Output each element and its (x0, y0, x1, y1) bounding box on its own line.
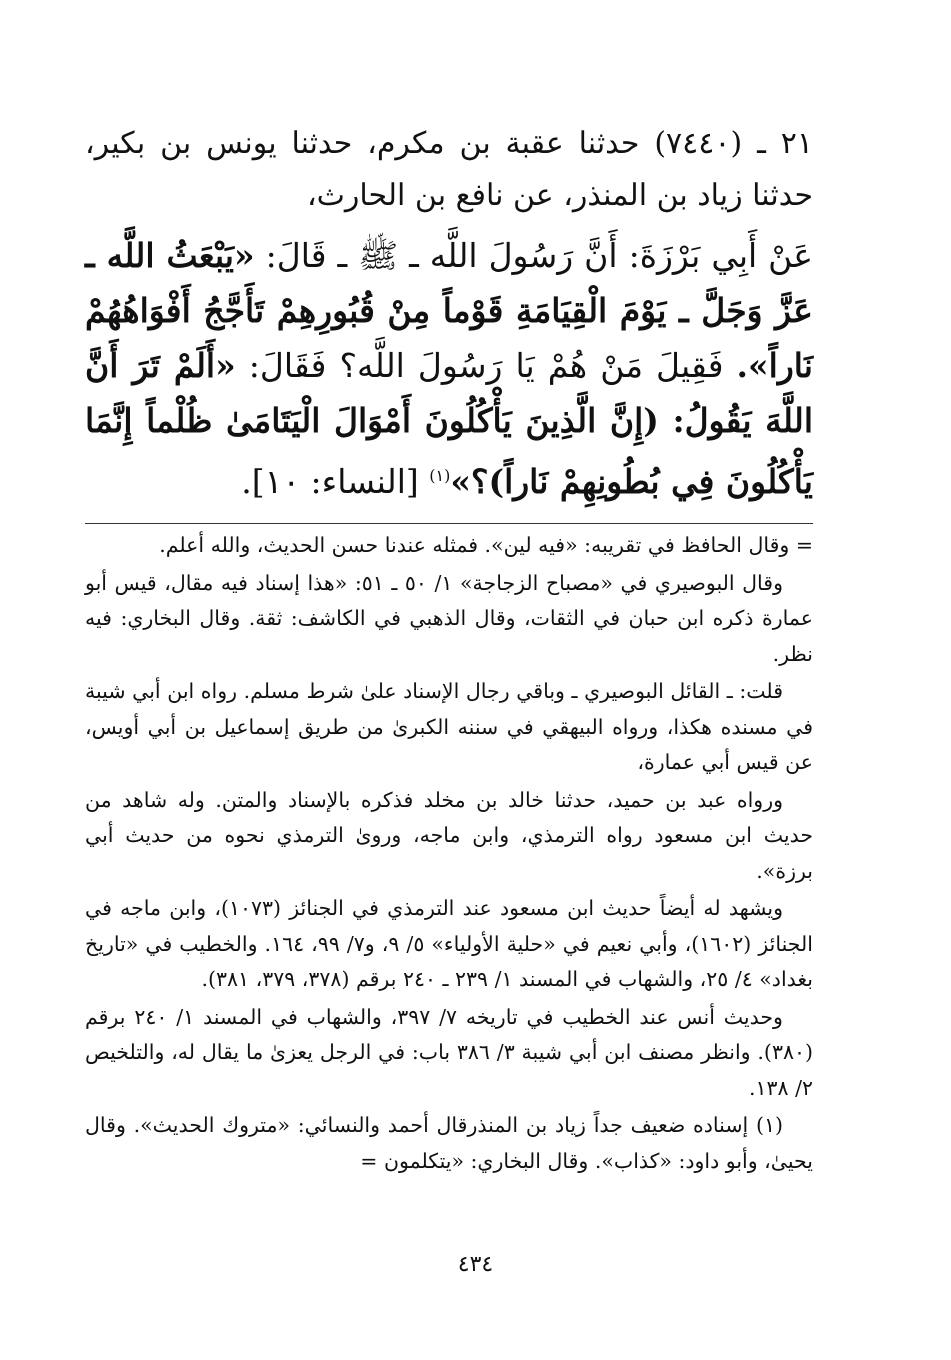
footnote-paragraph: وقال البوصيري في «مصباح الزجاجة» ١/ ٥٠ ـ ٥١: «هذا إسناد فيه مقال، قيس أبو عمارة ذكره ابن حبان في الثقات، وقال الذهبي في الكاشف: ثقة. وقال البخاري: فيه نظر. (85, 570, 813, 666)
footnote-reference: (١) (429, 466, 451, 485)
hadith-isnad: ٢١ ـ (٧٤٤٠) حدثنا عقبة بن مكرم، حدثنا يونس بن بكير، حدثنا زياد بن المنذر، عن نافع بن الحارث، (85, 126, 813, 213)
footnote-paragraph: قلت: ـ القائل البوصيري ـ وباقي رجال الإسناد علىٰ شرط مسلم. رواه ابن أبي شيبة في مسنده هكذا، ورواه البيهقي في سننه الكبرىٰ من طريق إسماعيل بن أبي أويس، عن قيس أبي عمارة، (85, 679, 813, 774)
page-body (85, 118, 813, 1179)
hadith-question: فَقِيلَ مَنْ هُمْ يَا رَسُولَ اللَّه؟ فَقَالَ: (235, 346, 737, 385)
footnote-paragraph: ويشهد له أيضاً حديث ابن مسعود عند الترمذي في الجنائز (١٠٧٣)، وابن ماجه في الجنائز (١٦٠٢)، وأبي نعيم في «حلية الأولياء» ٥/ ٩، و٧/ ٩٩، ١٦٤. والخطيب في «تاريخ بغداد» ٤/ ٢٥، والشهاب في المسند ١/ ٢٣٩ ـ ٢٤٠ برقم (٣٧٨، ٣٧٩، ٣٨١). (85, 896, 813, 991)
footnote-divider (85, 523, 813, 524)
page-number: ٤٣٤ (457, 1252, 494, 1277)
footnote-continuation: = وقال الحافظ في تقريبه: «فيه لين». فمثله عندنا حسن الحديث، والله أعلم. (159, 533, 813, 557)
footnote-1: (١) إسناده ضعيف جداً زياد بن المنذرقال أحمد والنسائي: «متروك الحديث». وقال يحيىٰ، وأبو داود: «كذاب». وقال البخاري: «يتكلمون = (85, 1113, 813, 1173)
footnote-paragraph: وحديث أنس عند الخطيب في تاريخه ٧/ ٣٩٧، والشهاب في المسند ١/ ٢٤٠ برقم (٣٨٠). وانظر مصنف ابن أبي شيبة ٣/ ٣٨٦ باب: في الرجل يعزىٰ ما يقال له، والتلخيص ٢/ ١٣٨. (85, 1004, 813, 1100)
footnote-paragraph: ورواه عبد بن حميد، حدثنا خالد بن مخلد فذكره بالإسناد والمتن. وله شاهد من حديث ابن مسعود رواه الترمذي، وابن ماجه، وروىٰ الترمذي نحوه من حديث أبي برزة». (85, 787, 813, 883)
hadith-text (85, 228, 813, 509)
hadith-matn-2: «أَلَمْ تَرَ أَنَّ اللَّهَ يَقُولُ: (إِنَّ الَّذِينَ يَأْكُلُونَ أَمْوَالَ الْيَتَامَىٰ ظُلْماً إِنَّمَا يَأْكُلُونَ فِي بُطُونِهِمْ نَاراً)؟» (85, 346, 813, 501)
hadith-chain-intro: عَنْ أَبِي بَرْزَةَ: أَنَّ رَسُولَ اللَّه ـ ﷺ ـ قَالَ: (254, 236, 813, 275)
quran-reference: [النساء: ١٠]. (241, 462, 430, 501)
hadith-matn-1: «يَبْعَثُ اللَّه ـ عَزَّ وَجَلَّ ـ يَوْمَ الْقِيَامَةِ قَوْماً مِنْ قُبُورِهِمْ تَأَجَّجُ أَفْوَاهُهُمْ نَاراً». (85, 236, 813, 385)
